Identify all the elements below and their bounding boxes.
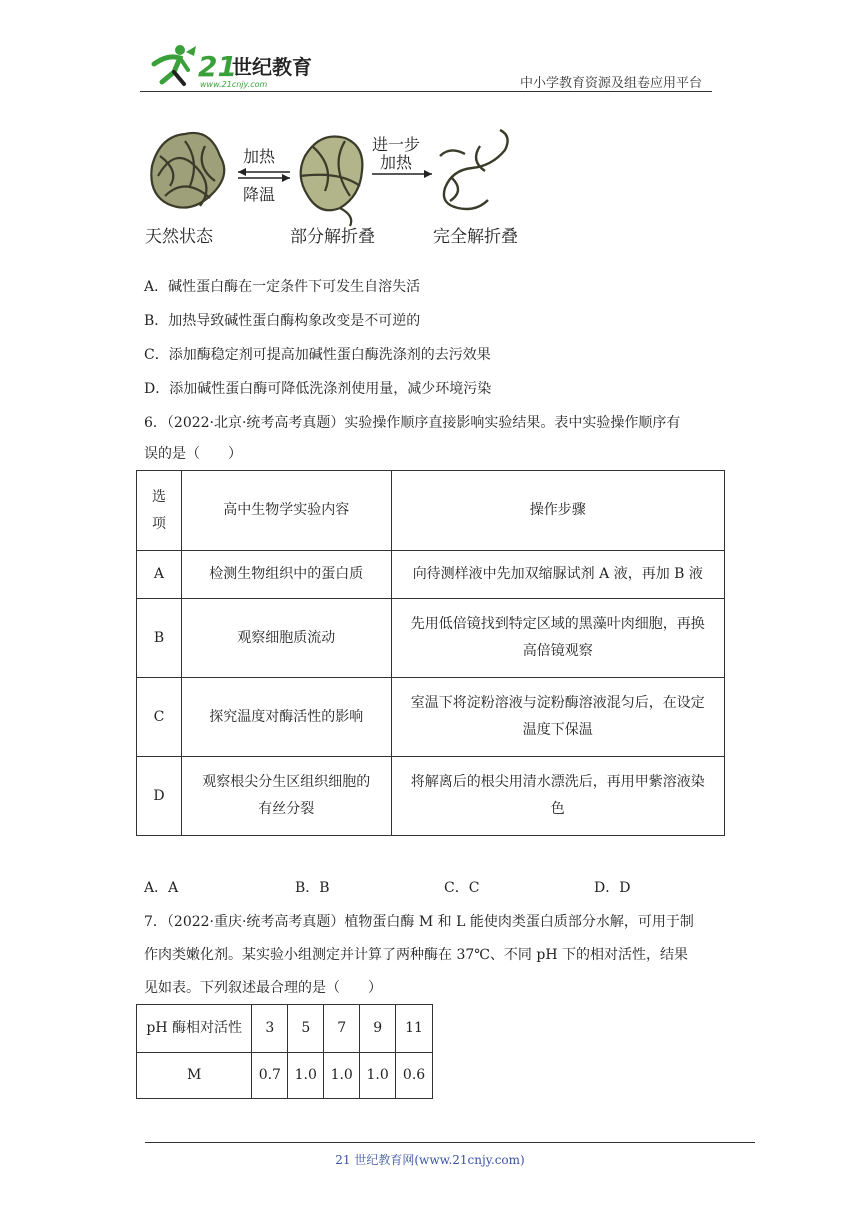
row-steps-line2: 温度下保温: [522, 722, 593, 738]
q7-table: [136, 1004, 433, 1099]
table-row: [137, 599, 725, 678]
native-protein-illustration: [151, 133, 224, 208]
q6-option-a: A．A: [144, 880, 179, 896]
state-natural-label: 天然状态: [145, 227, 213, 247]
q7-stem-line1: 7．（2022·重庆·统考高考真题）植物蛋白酶 M 和 L 能使肉类蛋白质部分水解，可用于制: [144, 914, 694, 930]
activity-value: 1.0: [360, 1053, 396, 1099]
row-content: 检测生物组织中的蛋白质: [181, 551, 391, 599]
header-steps: 操作步骤: [391, 471, 724, 551]
q6-stem-line2: 误的是（ ）: [144, 446, 242, 462]
q6-stem-line1: 6．（2022·北京·统考高考真题）实验操作顺序直接影响实验结果。表中实验操作顺序有: [144, 415, 681, 431]
activity-value: 0.6: [396, 1053, 433, 1099]
header-option-label: 选: [151, 488, 166, 505]
row-steps-line1: 室温下将淀粉溶液与淀粉酶溶液混匀后，在设定: [410, 695, 705, 712]
q5-option-b: B．加热导致碱性蛋白酶构象改变是不可逆的: [144, 313, 421, 329]
q7-stem-line2: 作肉类嫩化剂。某实验小组测定并计算了两种酶在 37℃、不同 pH 下的相对活性，结果: [144, 947, 688, 963]
header-option-label-2: 项: [151, 515, 166, 532]
ph-value: 5: [288, 1005, 324, 1053]
table-row: [137, 1005, 433, 1053]
arrow1-bottom-label: 降温: [243, 185, 276, 204]
row-content: 观察细胞质流动: [181, 599, 391, 678]
row-steps-line2: 高倍镜观察: [522, 643, 593, 659]
site-logo: [140, 42, 340, 90]
logo-number: 21: [198, 50, 237, 83]
row-option: B: [137, 599, 182, 678]
row-option: C: [137, 678, 182, 757]
arrow1-top-label: 加热: [243, 147, 276, 166]
q5-option-c: C．添加酶稳定剂可提高加碱性蛋白酶洗涤剂的去污效果: [144, 347, 491, 363]
row-steps-line1: 先用低倍镜找到特定区域的黑藻叶肉细胞，再换: [410, 616, 705, 633]
footer-text[interactable]: 21 世纪教育网(www.21cnjy.com): [335, 1153, 525, 1167]
activity-value: 1.0: [324, 1053, 360, 1099]
protein-unfolding-figure: [140, 116, 540, 256]
q6-option-b: B．B: [295, 880, 330, 896]
q6-option-d: D．D: [594, 880, 631, 896]
table-row: [137, 1053, 433, 1099]
row-content-line1: 观察根尖分生区组织细胞的: [202, 774, 371, 791]
table-header-row: [137, 471, 725, 551]
ph-value: 11: [396, 1005, 433, 1053]
q5-option-d: D．添加碱性蛋白酶可降低洗涤剂使用量，减少环境污染: [144, 381, 492, 397]
row-steps-line1: 将解离后的根尖用清水漂洗后，再用甲紫溶液染: [410, 774, 705, 791]
header-divider: [140, 91, 712, 92]
full-unfold-illustration: [440, 130, 508, 209]
row-content: 探究温度对酶活性的影响: [181, 678, 391, 757]
ph-value: 9: [360, 1005, 396, 1053]
row-option: A: [137, 551, 182, 599]
state-partial-label: 部分解折叠: [290, 227, 375, 247]
ph-header-label: pH 酶相对活性: [137, 1005, 252, 1053]
arrow2-bottom-label: 加热: [380, 153, 413, 172]
table-row: [137, 678, 725, 757]
logo-url: www.21cnjy.com: [200, 80, 268, 89]
footer-divider: [145, 1142, 755, 1143]
header-content: 高中生物学实验内容: [181, 471, 391, 551]
table-row: [137, 551, 725, 599]
q5-option-a: A．碱性蛋白酶在一定条件下可发生自溶失活: [144, 279, 421, 295]
logo-text: 世纪教育: [232, 55, 312, 79]
q6-table: [136, 470, 725, 836]
row-steps: 向待测样液中先加双缩脲试剂 A 液，再加 B 液: [391, 551, 724, 599]
activity-value: 1.0: [288, 1053, 324, 1099]
row-option: D: [137, 757, 182, 836]
state-full-label: 完全解折叠: [433, 227, 518, 247]
runner-icon: [154, 45, 196, 84]
ph-value: 3: [252, 1005, 288, 1053]
row-content-line2: 有丝分裂: [258, 801, 315, 817]
q7-stem-line3: 见如表。下列叙述最合理的是（ ）: [144, 980, 382, 996]
ph-value: 7: [324, 1005, 360, 1053]
table-row: [137, 757, 725, 836]
enzyme-label: M: [137, 1053, 252, 1099]
row-steps-line2: 色: [550, 801, 565, 817]
arrow2-top-label: 进一步: [372, 135, 421, 154]
activity-value: 0.7: [252, 1053, 288, 1099]
partial-unfold-illustration: [300, 136, 362, 226]
platform-name: 中小学教育资源及组卷应用平台: [520, 76, 703, 91]
q6-option-c: C．C: [444, 880, 480, 896]
